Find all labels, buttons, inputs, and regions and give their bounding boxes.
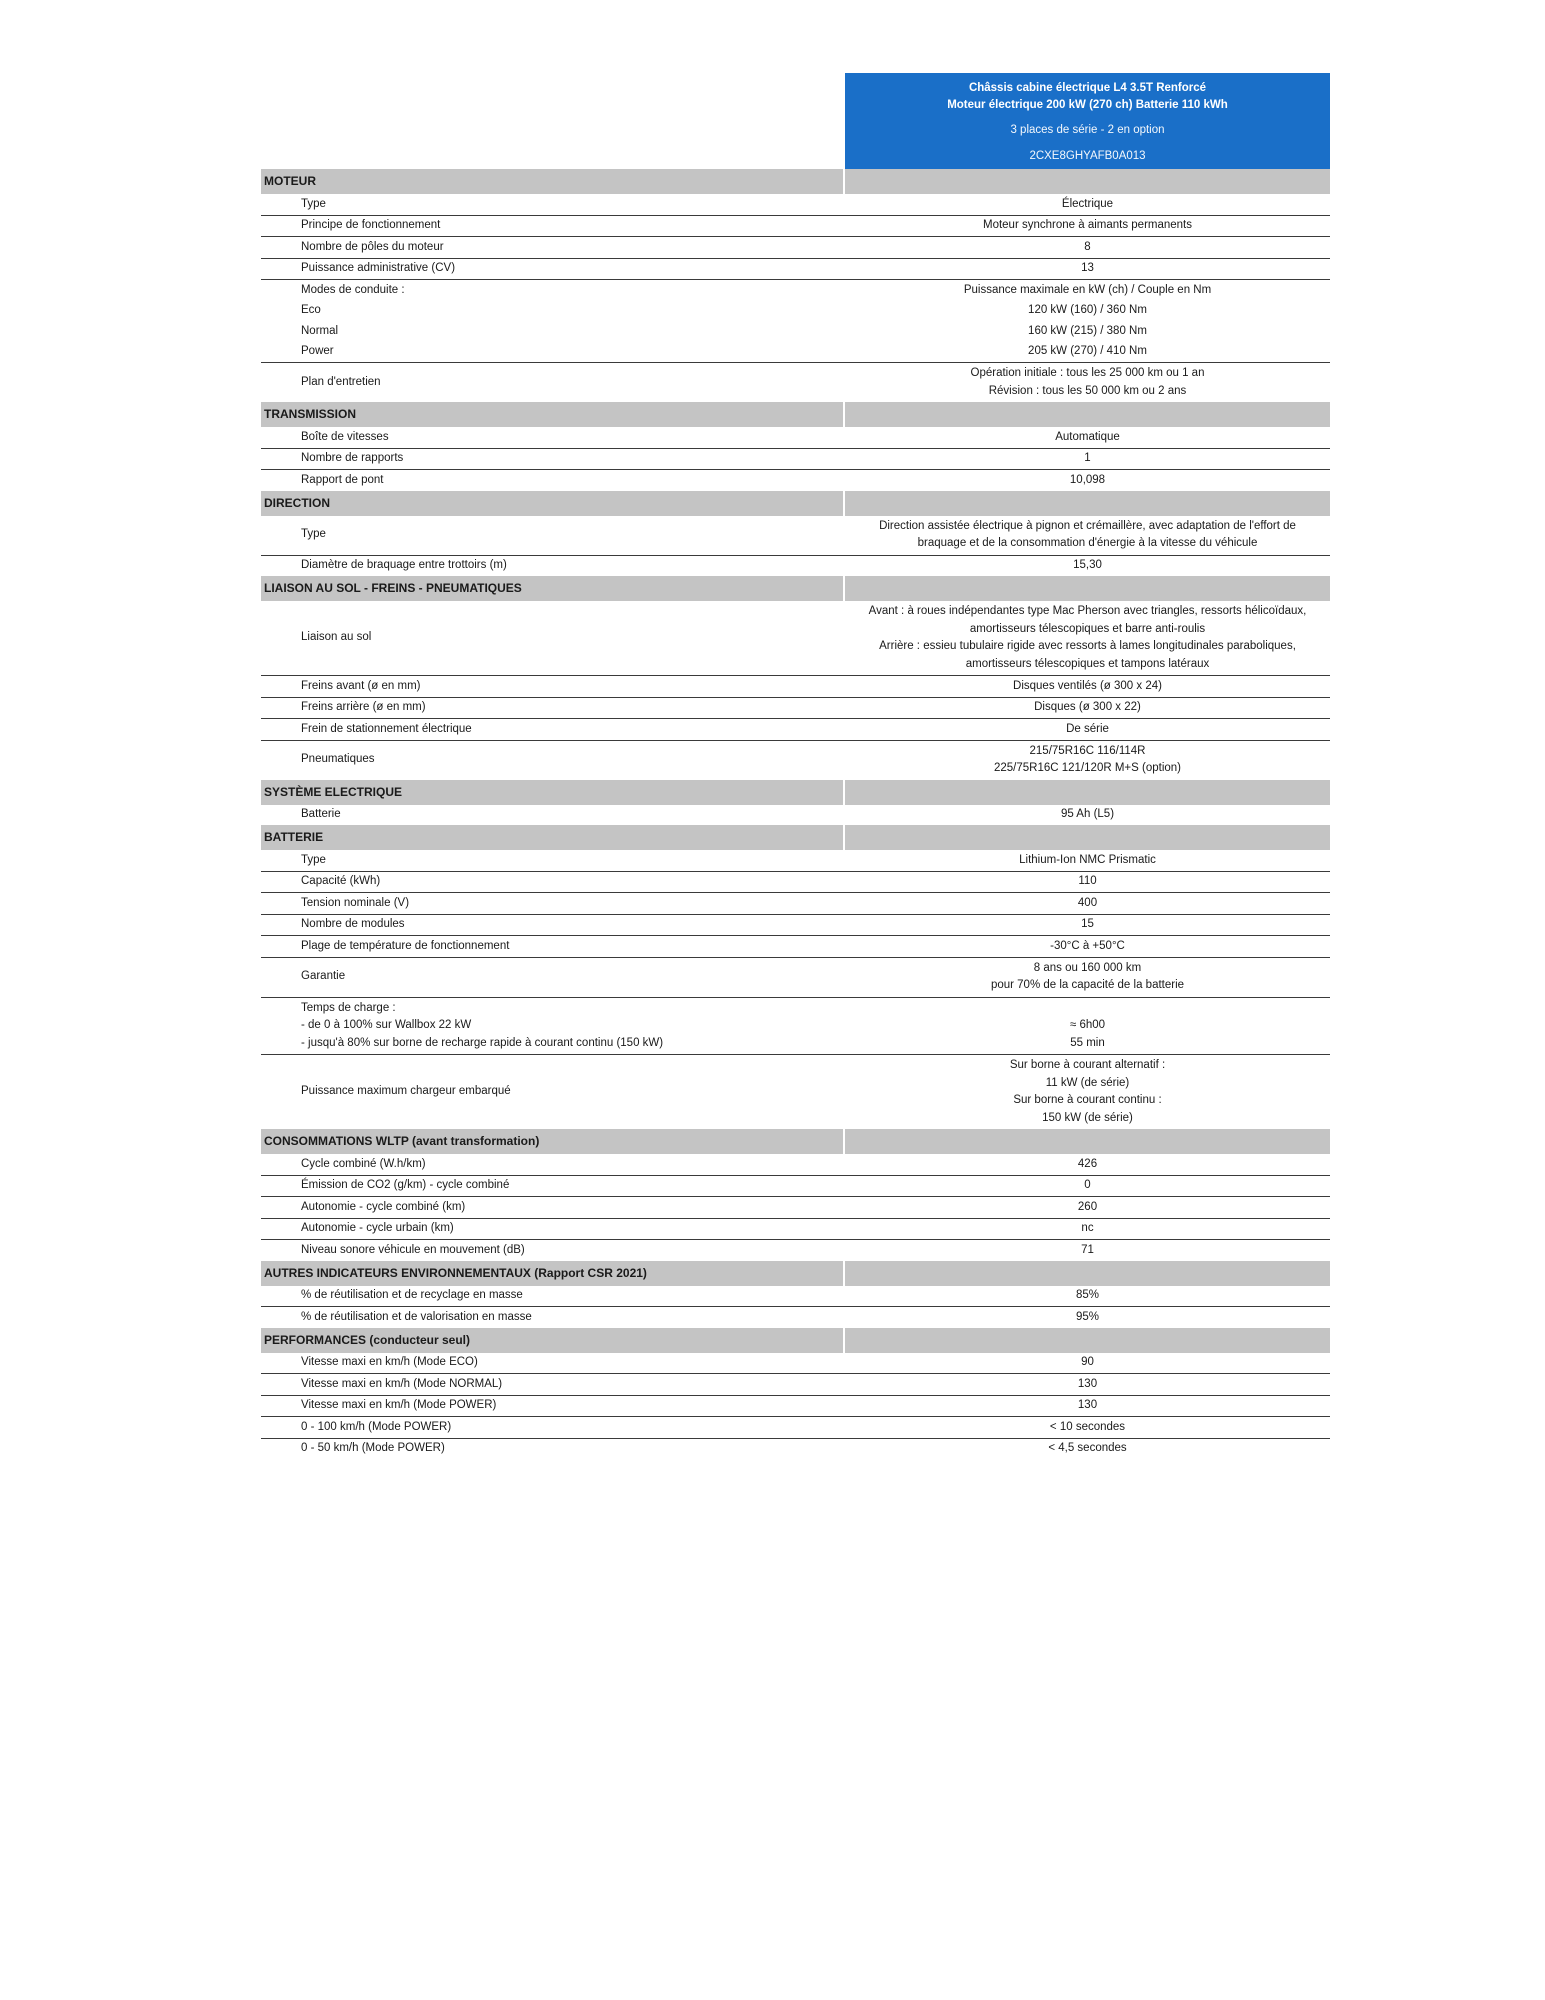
- spec-value: [845, 852, 1330, 870]
- spec-label: [261, 678, 845, 696]
- spec-label-line: Émission de CO2 (g/km) - cycle combiné: [301, 1179, 510, 1191]
- spec-value: [845, 938, 1330, 956]
- spec-value: [845, 1199, 1330, 1217]
- spec-value-line: 8: [1084, 240, 1091, 253]
- spec-row: [261, 698, 1330, 720]
- spec-label-line: Type: [301, 197, 326, 210]
- spec-value-line: Lithium-Ion NMC Prismatic: [1019, 853, 1156, 866]
- spec-label: [261, 1376, 845, 1394]
- spec-label-line: Garantie: [301, 970, 346, 983]
- spec-value-line: 130: [1077, 1399, 1098, 1411]
- spec-label: [261, 239, 845, 257]
- spec-label: [261, 1083, 845, 1101]
- spec-label: [261, 699, 845, 717]
- section-header: [261, 576, 1330, 601]
- spec-value-line: < 10 secondes: [1049, 1420, 1126, 1433]
- section-header-fill: [845, 576, 1330, 601]
- spec-value-line: nc: [1081, 1222, 1094, 1234]
- spec-value-line: 15: [1081, 918, 1094, 930]
- spec-label-line: Boîte de vitesses: [301, 430, 389, 443]
- spec-value-line: ≈ 6h00: [1069, 1019, 1106, 1031]
- spec-value-line: amortisseurs télescopiques et barre anti-roulis: [969, 622, 1206, 635]
- spec-value-line: 225/75R16C 121/120R M+S (option): [994, 762, 1181, 774]
- spec-label-line: Rapport de pont: [301, 473, 384, 486]
- spec-label-line: Nombre de pôles du moteur: [301, 240, 444, 253]
- spec-value: [845, 895, 1330, 913]
- spec-label-line: Nombre de modules: [301, 918, 405, 930]
- spec-value-line: Arrière : essieu tubulaire rigide avec ressorts à lames longitudinales paraboliques,: [879, 640, 1296, 652]
- model-code: 2CXE8GHYAFB0A013: [1029, 150, 1146, 162]
- spec-row: [261, 719, 1330, 741]
- spec-value: [845, 518, 1330, 553]
- spec-row: [261, 321, 1330, 342]
- spec-row: [261, 363, 1330, 402]
- spec-label-line: Pneumatiques: [301, 753, 375, 766]
- model-title-line-1: Châssis cabine électrique L4 3.5T Renforcé: [968, 82, 1207, 94]
- spec-label-line: - de 0 à 100% sur Wallbox 22 kW: [301, 1019, 472, 1031]
- spec-value-line: Automatique: [1055, 430, 1120, 443]
- spec-row: [261, 998, 1330, 1056]
- spec-value-line: Direction assistée électrique à pignon et crémaillère, avec adaptation de l'effort de: [879, 519, 1296, 532]
- section-header: [261, 825, 1330, 850]
- spec-label: [261, 1220, 845, 1238]
- spec-row: [261, 601, 1330, 676]
- spec-label: [261, 472, 845, 490]
- spec-row: [261, 1439, 1330, 1460]
- section-title: SYSTÈME ELECTRIQUE: [261, 780, 843, 805]
- spec-row: [261, 516, 1330, 556]
- section-header: [261, 1328, 1330, 1353]
- spec-row: [261, 1219, 1330, 1241]
- spec-row: [261, 958, 1330, 998]
- spec-row: [261, 1176, 1330, 1198]
- section-header: [261, 1129, 1330, 1154]
- spec-value: [845, 450, 1330, 468]
- section-header: [261, 1261, 1330, 1286]
- spec-row: [261, 872, 1330, 894]
- spec-label-line: Freins avant (ø en mm): [301, 679, 421, 692]
- spec-label-line: Vitesse maxi en km/h (Mode POWER): [301, 1399, 497, 1411]
- spec-value-line: 205 kW (270) / 410 Nm: [1028, 345, 1147, 357]
- spec-label-line: Niveau sonore véhicule en mouvement (dB): [301, 1243, 525, 1256]
- spec-label-line: 0 - 50 km/h (Mode POWER): [301, 1442, 445, 1454]
- section-header-fill: [845, 825, 1330, 850]
- spec-row: [261, 259, 1330, 281]
- spec-value: [845, 1220, 1330, 1238]
- spec-value-line: 120 kW (160) / 360 Nm: [1028, 304, 1147, 316]
- spec-label: [261, 873, 845, 891]
- spec-value-line: < 4,5 secondes: [1048, 1442, 1127, 1454]
- spec-row: [261, 342, 1330, 364]
- section-title: TRANSMISSION: [261, 402, 843, 427]
- spec-value-line: 1: [1084, 452, 1091, 464]
- spec-label: [261, 1287, 845, 1305]
- spec-row: [261, 1307, 1330, 1328]
- spec-label: [261, 938, 845, 956]
- spec-value: [845, 557, 1330, 575]
- spec-row: [261, 1417, 1330, 1439]
- spec-value: [845, 699, 1330, 717]
- spec-row: [261, 741, 1330, 780]
- spec-label-line: Power: [301, 345, 334, 357]
- spec-label-line: Capacité (kWh): [301, 875, 381, 887]
- spec-label-line: % de réutilisation et de valorisation en masse: [301, 1310, 532, 1323]
- spec-value-line: De série: [1066, 722, 1109, 735]
- spec-value: [845, 1000, 1330, 1053]
- spec-value-line: 160 kW (215) / 380 Nm: [1028, 324, 1147, 337]
- spec-label-line: Autonomie - cycle combiné (km): [301, 1200, 466, 1213]
- spec-label: [261, 1419, 845, 1437]
- spec-row: [261, 194, 1330, 216]
- spec-value-line: Sur borne à courant continu :: [1013, 1094, 1162, 1106]
- spec-value-line: 95 Ah (L5): [1060, 808, 1115, 820]
- spec-label-line: Puissance maximum chargeur embarqué: [301, 1085, 511, 1098]
- spec-value: [845, 1376, 1330, 1394]
- spec-label: [261, 1000, 845, 1053]
- spec-value: [845, 343, 1330, 361]
- section-header-fill: [845, 1328, 1330, 1353]
- spec-label: [261, 852, 845, 870]
- spec-label-line: Cycle combiné (W.h/km): [301, 1157, 426, 1170]
- spec-label: [261, 1397, 845, 1415]
- spec-value-line: Sur borne à courant alternatif :: [1009, 1059, 1166, 1071]
- spec-value: [845, 1309, 1330, 1327]
- spec-value-line: Disques (ø 300 x 22): [1034, 701, 1141, 713]
- spec-value: [845, 365, 1330, 400]
- spec-label: [261, 721, 845, 739]
- spec-label-line: - jusqu'à 80% sur borne de recharge rapide à courant continu (150 kW): [301, 1036, 664, 1049]
- spec-row: [261, 915, 1330, 937]
- spec-row: [261, 301, 1330, 322]
- spec-value-line: 90: [1081, 1356, 1094, 1368]
- spec-value-line: 8 ans ou 160 000 km: [1033, 961, 1142, 974]
- spec-value: [845, 282, 1330, 300]
- spec-value-line: Puissance maximale en kW (ch) / Couple en Nm: [963, 283, 1212, 296]
- spec-row: [261, 216, 1330, 238]
- spec-value: [845, 916, 1330, 934]
- spec-label: [261, 343, 845, 361]
- spec-value-line: 15,30: [1073, 559, 1102, 571]
- spec-value-line: 85%: [1075, 1289, 1100, 1301]
- section-title: LIAISON AU SOL - FREINS - PNEUMATIQUES: [261, 576, 843, 601]
- spec-value-line: amortisseurs télescopiques et tampons latéraux: [965, 657, 1210, 670]
- spec-value: [845, 721, 1330, 739]
- spec-value: [845, 1354, 1330, 1372]
- spec-value: [845, 1156, 1330, 1174]
- spec-label: [261, 323, 845, 341]
- spec-row: [261, 850, 1330, 872]
- spec-label-line: Type: [301, 528, 326, 541]
- spec-label-line: 0 - 100 km/h (Mode POWER): [301, 1420, 452, 1433]
- spec-label: [261, 1309, 845, 1327]
- section-header-fill: [845, 780, 1330, 805]
- spec-value: [845, 1419, 1330, 1437]
- spec-label: [261, 1242, 845, 1260]
- spec-label-line: Freins arrière (ø en mm): [301, 701, 426, 713]
- section-title: PERFORMANCES (conducteur seul): [261, 1328, 843, 1353]
- spec-value: [845, 239, 1330, 257]
- spec-label-line: Liaison au sol: [301, 631, 372, 644]
- spec-row: [261, 1374, 1330, 1396]
- spec-label: [261, 1199, 845, 1217]
- spec-label: [261, 1440, 845, 1458]
- spec-value-line: Opération initiale : tous les 25 000 km ou 1 an: [970, 367, 1205, 379]
- spec-label: [261, 1354, 845, 1372]
- spec-value: [845, 260, 1330, 278]
- spec-row: [261, 470, 1330, 491]
- spec-value: [845, 1287, 1330, 1305]
- spec-value: [845, 873, 1330, 891]
- spec-value: [845, 323, 1330, 341]
- spec-row: [261, 427, 1330, 449]
- spec-label-line: Puissance administrative (CV): [301, 262, 456, 274]
- spec-label-line: Eco: [301, 304, 321, 316]
- spec-label-line: % de réutilisation et de recyclage en masse: [301, 1289, 523, 1301]
- spec-label-line: Modes de conduite :: [301, 283, 405, 296]
- section-title: DIRECTION: [261, 491, 843, 516]
- spec-value-line: 11 kW (de série): [1045, 1076, 1130, 1089]
- spec-value: [845, 217, 1330, 235]
- spec-value-line: Avant : à roues indépendantes type Mac Pherson avec triangles, ressorts hélicoïdaux,: [868, 605, 1307, 617]
- spec-value: [845, 1440, 1330, 1458]
- spec-value-line: 215/75R16C 116/114R: [1029, 744, 1146, 757]
- spec-label: [261, 282, 845, 300]
- spec-value-line: Électrique: [1061, 197, 1114, 210]
- spec-label-line: Vitesse maxi en km/h (Mode NORMAL): [301, 1377, 503, 1390]
- section-title: CONSOMMATIONS WLTP (avant transformation): [261, 1129, 843, 1154]
- section-header-fill: [845, 1129, 1330, 1154]
- spec-row: [261, 1353, 1330, 1375]
- spec-value-line: -30°C à +50°C: [1050, 939, 1125, 952]
- spec-label: [261, 1156, 845, 1174]
- spec-row: [261, 1240, 1330, 1261]
- spec-value-line: 0: [1084, 1179, 1091, 1191]
- spec-label: [261, 260, 845, 278]
- spec-label-line: Tension nominale (V): [301, 896, 410, 909]
- spec-value-line: 426: [1077, 1157, 1098, 1170]
- spec-value: [845, 960, 1330, 995]
- spec-row: [261, 936, 1330, 958]
- section-header: [261, 169, 1330, 194]
- spec-value-line: Moteur synchrone à aimants permanents: [982, 219, 1193, 231]
- spec-value-line: [845, 1000, 1330, 1018]
- spec-label-line: Normal: [301, 324, 339, 337]
- spec-label: [261, 968, 845, 986]
- spec-value-line: 400: [1077, 896, 1098, 909]
- spec-label-line: Nombre de rapports: [301, 452, 404, 464]
- spec-label: [261, 429, 845, 447]
- spec-label: [261, 526, 845, 544]
- spec-value: [845, 603, 1330, 673]
- spec-label-line: Principe de fonctionnement: [301, 219, 441, 231]
- spec-label-line: Batterie: [301, 808, 341, 820]
- seating-note: 3 places de série - 2 en option: [1010, 124, 1165, 136]
- spec-sheet: [261, 73, 1330, 1459]
- spec-row: [261, 805, 1330, 826]
- model-header: [845, 73, 1330, 169]
- spec-label: [261, 1177, 845, 1195]
- spec-row: [261, 1154, 1330, 1176]
- spec-sections: [261, 169, 1330, 1459]
- spec-value-line: 55 min: [1070, 1036, 1105, 1049]
- spec-value-line: 13: [1081, 262, 1094, 274]
- section-title: AUTRES INDICATEURS ENVIRONNEMENTAUX (Rapport CSR 2021): [261, 1261, 843, 1286]
- spec-value: [845, 806, 1330, 824]
- spec-value: [845, 1397, 1330, 1415]
- spec-row: [261, 893, 1330, 915]
- section-title: MOTEUR: [261, 169, 843, 194]
- spec-label: [261, 217, 845, 235]
- spec-label-line: Diamètre de braquage entre trottoirs (m): [301, 559, 507, 571]
- spec-value: [845, 743, 1330, 778]
- spec-value-line: pour 70% de la capacité de la batterie: [990, 979, 1185, 991]
- spec-label: [261, 196, 845, 214]
- section-title: BATTERIE: [261, 825, 843, 850]
- spec-value: [845, 678, 1330, 696]
- spec-row: [261, 1396, 1330, 1418]
- spec-label: [261, 895, 845, 913]
- spec-label-line: Frein de stationnement électrique: [301, 722, 472, 735]
- spec-value: [845, 196, 1330, 214]
- spec-label-line: Plan d'entretien: [301, 375, 381, 388]
- spec-row: [261, 1197, 1330, 1219]
- spec-value-line: 10,098: [1069, 473, 1106, 486]
- spec-value-line: Disques ventilés (ø 300 x 24): [1013, 679, 1162, 692]
- section-header: [261, 402, 1330, 427]
- spec-row: [261, 1286, 1330, 1308]
- section-header-fill: [845, 169, 1330, 194]
- spec-label-line: Vitesse maxi en km/h (Mode ECO): [301, 1356, 478, 1368]
- spec-value: [845, 302, 1330, 320]
- spec-value-line: 71: [1081, 1243, 1094, 1256]
- model-title-line-2: Moteur électrique 200 kW (270 ch) Batterie 110 kWh: [947, 99, 1228, 111]
- section-header: [261, 780, 1330, 805]
- section-header: [261, 491, 1330, 516]
- spec-label: [261, 450, 845, 468]
- spec-label: [261, 629, 845, 647]
- spec-row: [261, 280, 1330, 301]
- spec-value-line: 110: [1078, 875, 1097, 887]
- spec-row: [261, 1055, 1330, 1129]
- spec-value-line: Révision : tous les 50 000 km ou 2 ans: [988, 384, 1187, 397]
- spec-label: [261, 302, 845, 320]
- spec-label: [261, 806, 845, 824]
- section-header-fill: [845, 491, 1330, 516]
- spec-value: [845, 1057, 1330, 1127]
- section-header-fill: [845, 402, 1330, 427]
- spec-label: [261, 751, 845, 769]
- spec-row: [261, 556, 1330, 577]
- spec-label: [261, 557, 845, 575]
- spec-label-line: Autonomie - cycle urbain (km): [301, 1222, 454, 1234]
- spec-row: [261, 676, 1330, 698]
- spec-label-line: Temps de charge :: [301, 1001, 396, 1014]
- spec-label-line: Type: [301, 853, 326, 866]
- spec-label-line: Plage de température de fonctionnement: [301, 939, 510, 952]
- spec-row: [261, 237, 1330, 259]
- spec-value-line: 260: [1077, 1200, 1098, 1213]
- spec-row: [261, 449, 1330, 471]
- spec-label: [261, 916, 845, 934]
- spec-label: [261, 374, 845, 392]
- spec-value: [845, 1242, 1330, 1260]
- spec-value: [845, 472, 1330, 490]
- spec-value-line: 150 kW (de série): [1042, 1111, 1133, 1124]
- spec-value: [845, 1177, 1330, 1195]
- spec-value: [845, 429, 1330, 447]
- section-header-fill: [845, 1261, 1330, 1286]
- spec-value-line: 130: [1077, 1377, 1098, 1390]
- spec-value-line: 95%: [1075, 1310, 1100, 1323]
- spec-value-line: braquage et de la consommation d'énergie à la vitesse du véhicule: [917, 537, 1258, 549]
